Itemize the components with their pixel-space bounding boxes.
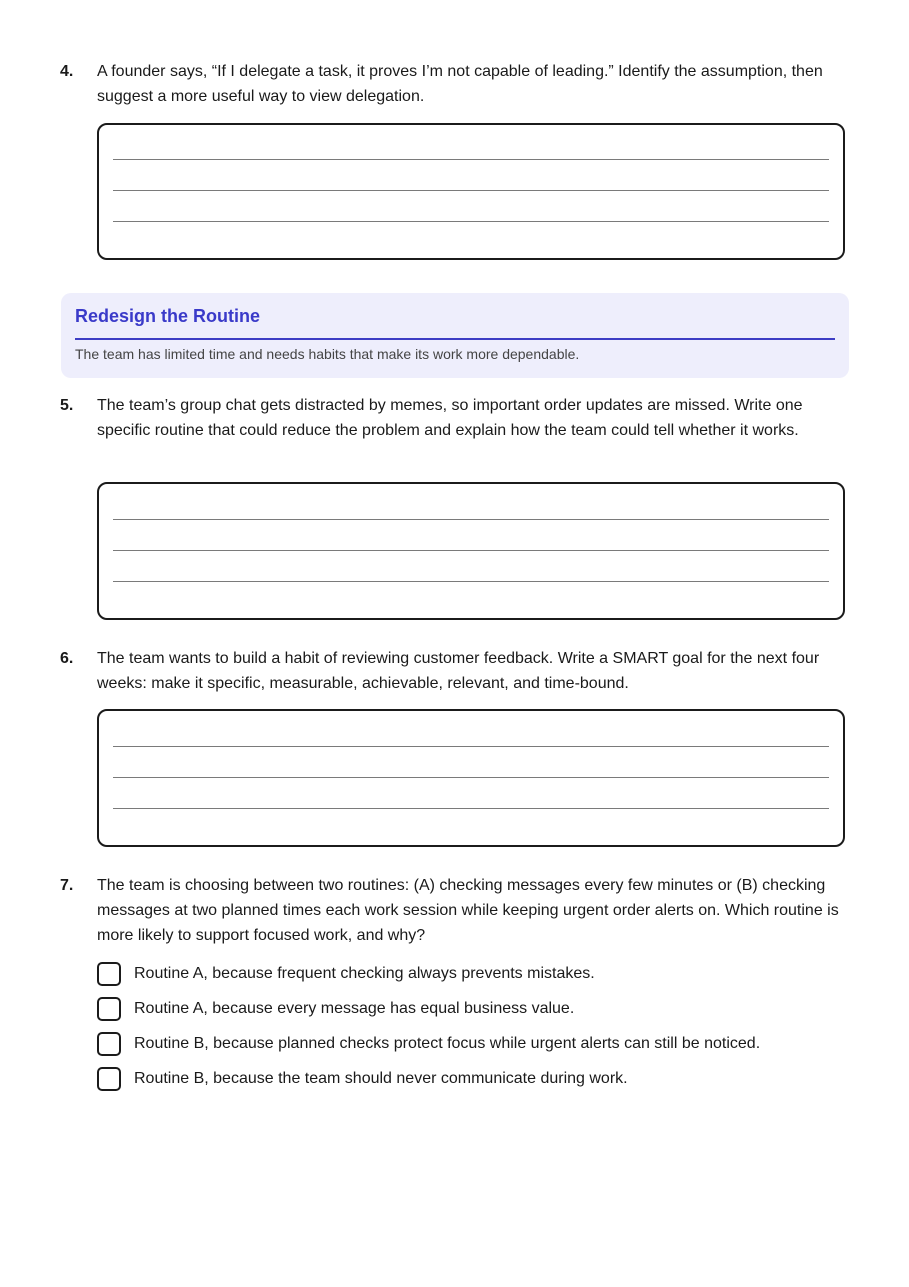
checkbox[interactable] bbox=[97, 1067, 121, 1091]
section-title: Redesign the Routine bbox=[75, 306, 261, 326]
option-label: Routine B, because planned checks protect focus while urgent alerts can still be noticed. bbox=[134, 1035, 761, 1052]
answer-box-5[interactable] bbox=[97, 482, 845, 620]
option-a-equal-value[interactable] bbox=[97, 997, 574, 1021]
answer-line bbox=[113, 777, 829, 778]
answer-box-6[interactable] bbox=[97, 709, 845, 847]
question-text: The team wants to build a habit of reviewing customer feedback. Write a SMART goal for the next four weeks: make it specific, measurable, achievable, relevant, and time-bound. bbox=[97, 650, 820, 692]
question-4 bbox=[60, 59, 850, 109]
answer-box-4[interactable] bbox=[97, 123, 845, 260]
question-number: 4. bbox=[60, 63, 74, 80]
option-label: Routine A, because every message has equal business value. bbox=[134, 1000, 575, 1017]
option-a-frequent[interactable] bbox=[97, 962, 595, 986]
answer-line bbox=[113, 221, 829, 222]
question-7 bbox=[60, 873, 850, 948]
answer-line bbox=[113, 159, 829, 160]
option-label: Routine B, because the team should never communicate during work. bbox=[134, 1070, 628, 1087]
checkbox[interactable] bbox=[97, 962, 121, 986]
answer-line bbox=[113, 808, 829, 809]
option-b-planned-checks[interactable] bbox=[97, 1032, 760, 1056]
answer-line bbox=[113, 190, 829, 191]
option-b-never-communicate[interactable] bbox=[97, 1067, 628, 1091]
answer-line bbox=[113, 746, 829, 747]
section-divider bbox=[75, 338, 835, 340]
answer-line bbox=[113, 581, 829, 582]
answer-line bbox=[113, 550, 829, 551]
question-6 bbox=[60, 646, 850, 696]
question-text: The team is choosing between two routines: (A) checking messages every few minutes or (B) checking messages at two planned times each work session while keeping urgent order alerts on. Which routine is more likely to support focused work, and why? bbox=[97, 877, 839, 944]
checkbox[interactable] bbox=[97, 1032, 121, 1056]
question-number: 6. bbox=[60, 650, 74, 667]
section-description: The team has limited time and needs habits that make its work more dependable. bbox=[75, 346, 580, 362]
question-number: 5. bbox=[60, 397, 74, 414]
answer-line bbox=[113, 519, 829, 520]
option-label: Routine A, because frequent checking always prevents mistakes. bbox=[134, 965, 595, 982]
checkbox[interactable] bbox=[97, 997, 121, 1021]
question-5 bbox=[60, 393, 850, 443]
question-text: The team’s group chat gets distracted by memes, so important order updates are missed. Write one specific routine that could reduce the problem and explain how the team could tell whether it works. bbox=[97, 397, 803, 439]
question-number: 7. bbox=[60, 877, 74, 894]
section-redesign-routine bbox=[61, 293, 849, 378]
question-text: A founder says, “If I delegate a task, it proves I’m not capable of leading.” Identify the assumption, then suggest a more useful way to view delegation. bbox=[97, 63, 823, 105]
